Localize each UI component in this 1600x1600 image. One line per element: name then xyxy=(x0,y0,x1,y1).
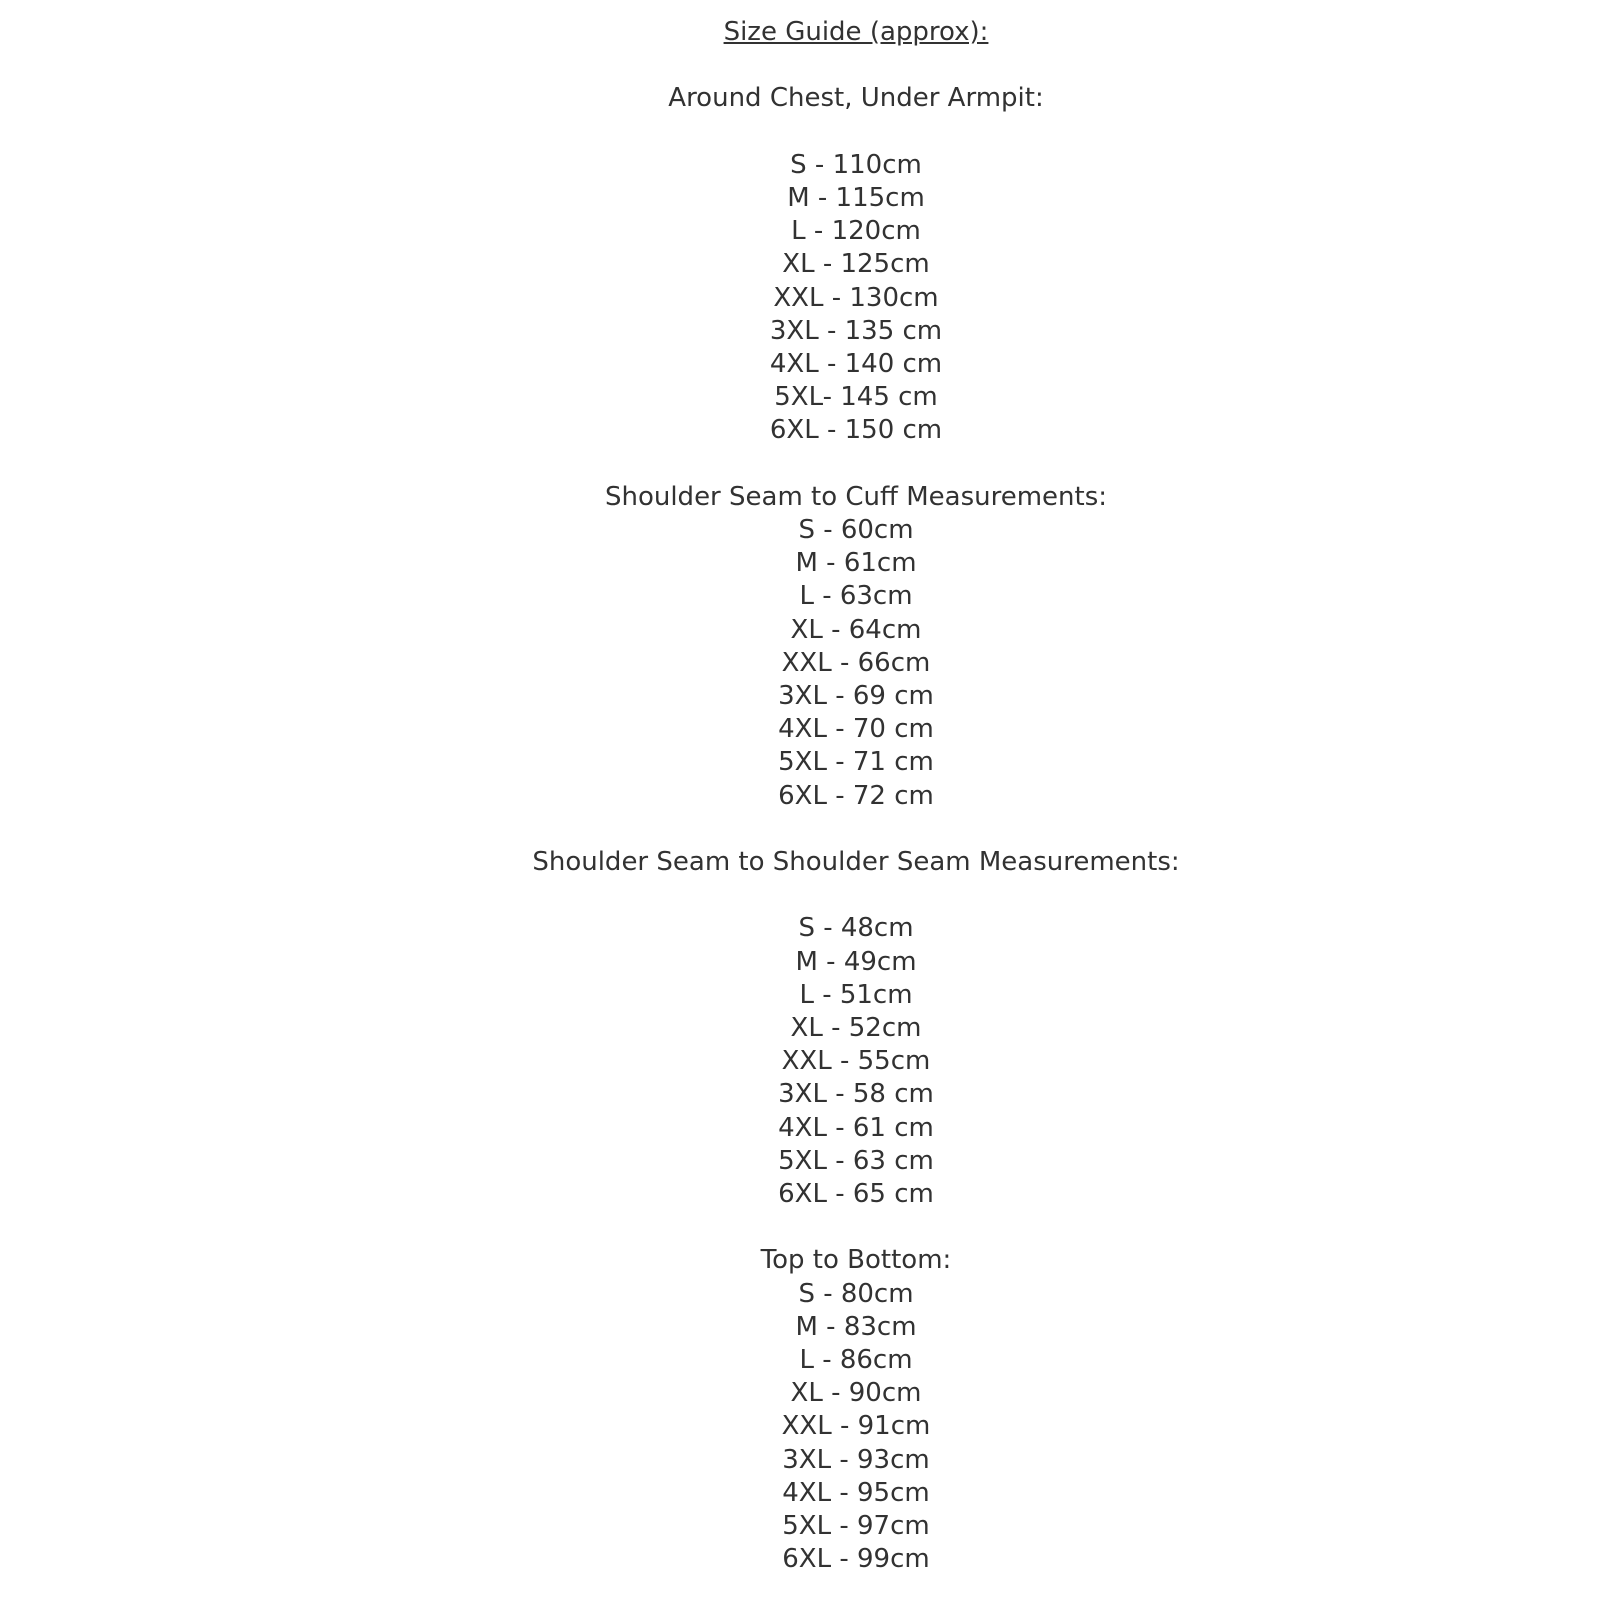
size-item: 3XL - 93cm xyxy=(782,1444,930,1475)
size-item: 5XL - 97cm xyxy=(782,1511,930,1542)
size-item: 5XL - 71 cm xyxy=(778,747,934,778)
size-item: 4XL - 70 cm xyxy=(778,714,934,745)
size-item: XXL - 55cm xyxy=(781,1046,931,1077)
size-list xyxy=(112,912,1600,1211)
size-item: 3XL - 135 cm xyxy=(769,315,943,346)
section-heading: Shoulder Seam to Shoulder Seam Measurements: xyxy=(532,847,1180,878)
size-item: M - 49cm xyxy=(795,946,917,977)
size-item: XL - 90cm xyxy=(790,1378,922,1409)
size-item: 4XL - 61 cm xyxy=(778,1112,934,1143)
size-section xyxy=(112,481,1600,813)
size-item: M - 61cm xyxy=(795,548,917,579)
size-list xyxy=(112,1278,1600,1577)
size-item: 6XL - 65 cm xyxy=(778,1179,934,1210)
size-item: L - 63cm xyxy=(799,581,913,612)
size-item: 3XL - 58 cm xyxy=(778,1079,934,1110)
size-item: 3XL - 69 cm xyxy=(778,681,934,712)
size-item: L - 86cm xyxy=(799,1345,913,1376)
size-section xyxy=(112,82,1600,447)
size-item: S - 110cm xyxy=(790,149,922,180)
size-item: XL - 64cm xyxy=(790,614,922,645)
size-item: M - 83cm xyxy=(795,1311,917,1342)
page-title: Size Guide (approx): xyxy=(723,17,989,47)
size-list xyxy=(112,149,1600,448)
size-sections xyxy=(112,82,1600,1576)
size-item: S - 80cm xyxy=(798,1278,914,1309)
size-item: XXL - 66cm xyxy=(781,647,931,678)
size-item: L - 51cm xyxy=(799,979,913,1010)
size-item: XL - 52cm xyxy=(790,1013,922,1044)
size-section xyxy=(112,1244,1600,1576)
size-item: XXL - 91cm xyxy=(781,1411,931,1442)
section-heading: Top to Bottom: xyxy=(760,1245,952,1276)
size-item: M - 115cm xyxy=(787,182,925,213)
size-section xyxy=(112,846,1600,1211)
size-item: XXL - 130cm xyxy=(773,282,939,313)
section-heading: Shoulder Seam to Cuff Measurements: xyxy=(604,481,1108,512)
size-item: S - 48cm xyxy=(798,913,914,944)
size-item: L - 120cm xyxy=(791,216,921,247)
size-item: 6XL - 150 cm xyxy=(769,415,943,446)
size-item: S - 60cm xyxy=(798,515,914,545)
size-list xyxy=(112,514,1600,813)
size-item: XL - 125cm xyxy=(782,249,930,280)
section-heading: Around Chest, Under Armpit: xyxy=(668,83,1044,114)
size-item: 5XL- 145 cm xyxy=(774,382,938,413)
size-guide-document xyxy=(112,0,1600,1576)
size-item: 4XL - 140 cm xyxy=(769,349,943,379)
size-item: 6XL - 72 cm xyxy=(778,780,934,811)
size-item: 6XL - 99cm xyxy=(782,1544,930,1575)
size-item: 4XL - 95cm xyxy=(782,1477,930,1508)
size-item: 5XL - 63 cm xyxy=(778,1145,934,1176)
